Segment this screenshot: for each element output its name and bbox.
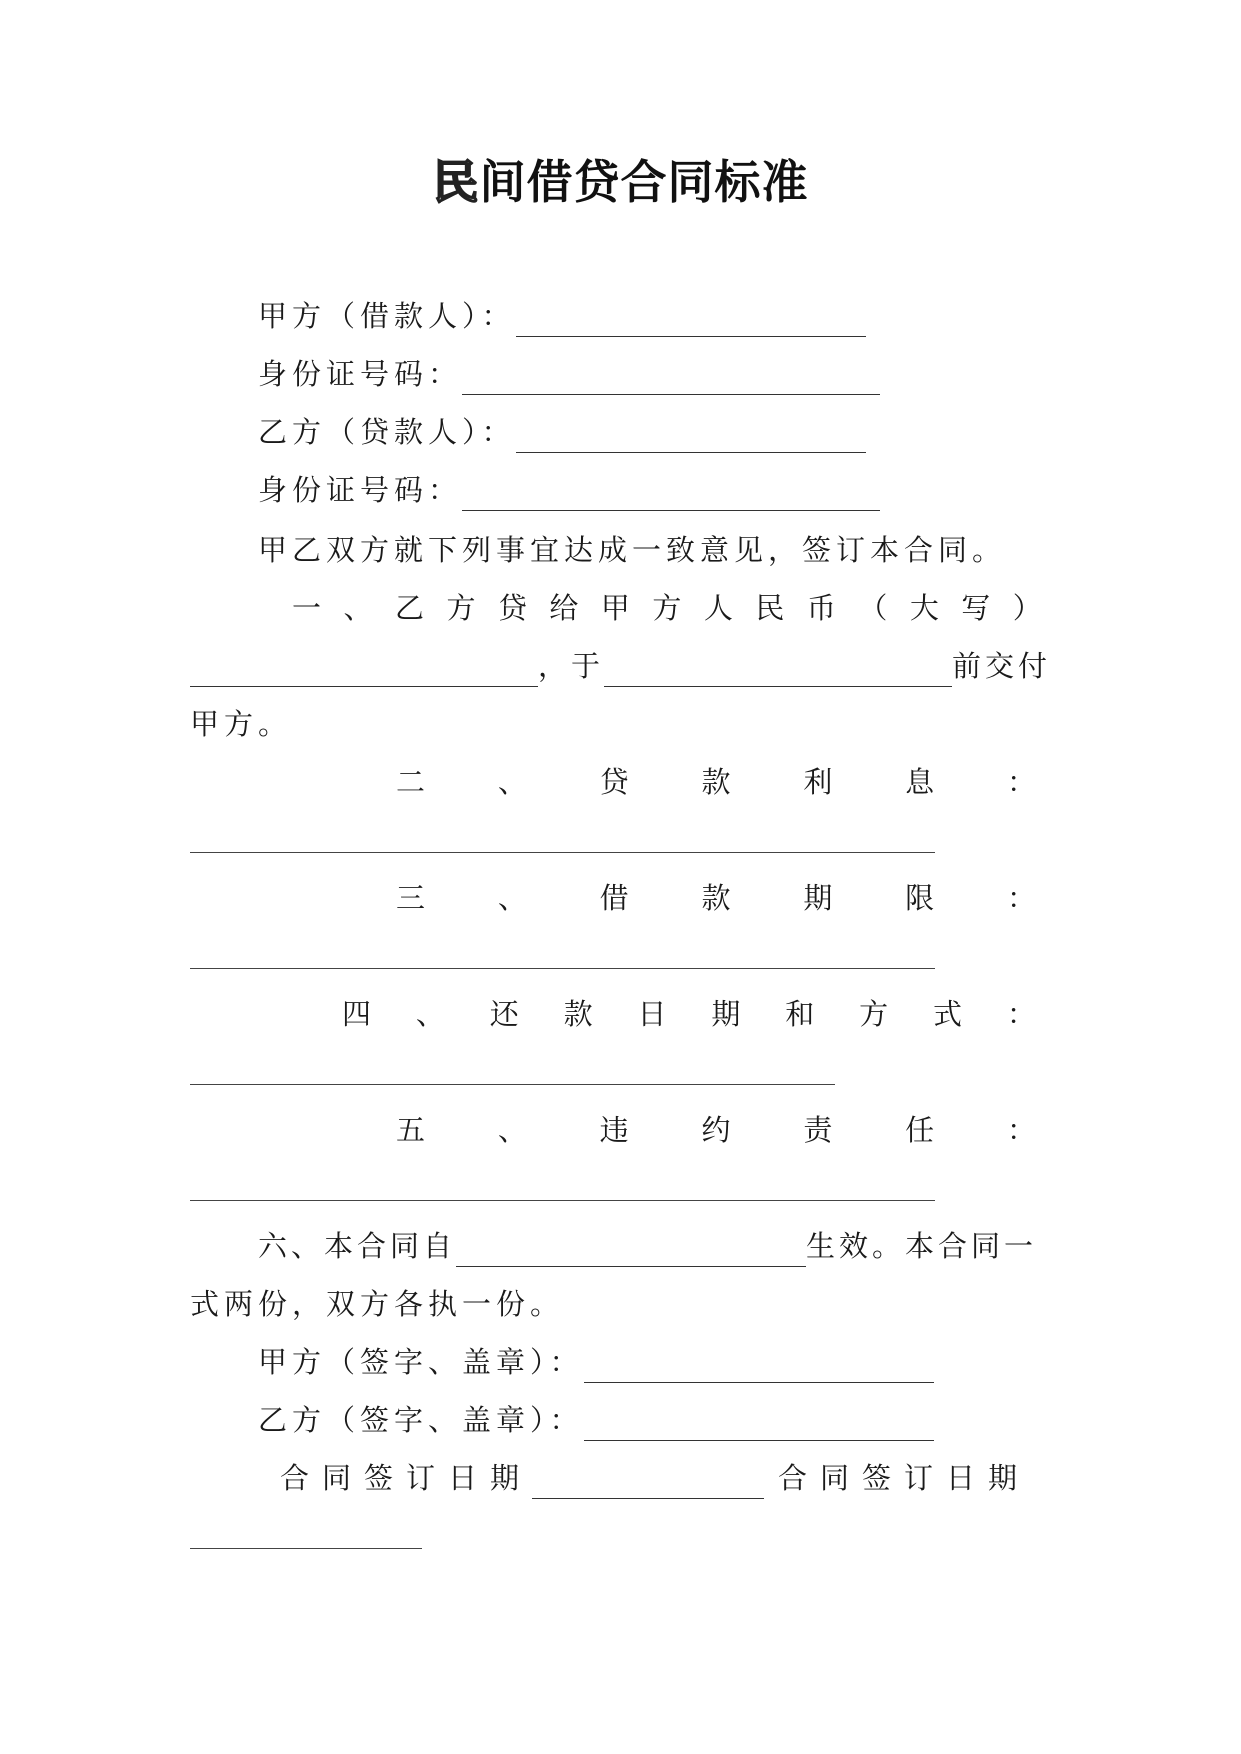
sign-a-label: 甲方（签字、盖章）： xyxy=(258,1345,584,1379)
c5-char: 任 xyxy=(905,1113,935,1147)
date-blank-2[interactable] xyxy=(190,1548,422,1549)
c4-char: 、 xyxy=(415,997,445,1031)
c4-char: 和 xyxy=(785,997,815,1031)
c4-char: 期 xyxy=(711,997,741,1031)
c1-char: 、 xyxy=(343,591,373,625)
clause-1-heading xyxy=(292,586,1042,630)
c1-char: 甲 xyxy=(600,591,630,625)
c1-char: 人 xyxy=(703,591,733,625)
date-blank[interactable] xyxy=(604,656,952,687)
clause-5-heading xyxy=(396,1108,1036,1152)
party-a-id-line xyxy=(258,352,880,396)
c1-char: 一 xyxy=(292,591,322,625)
clause-1-end: 前交付 xyxy=(952,649,1052,683)
c4-char: 方 xyxy=(859,997,889,1031)
c4-char: 款 xyxy=(563,997,593,1031)
c2-char: 、 xyxy=(497,765,527,799)
party-b-id-label: 身份证号码： xyxy=(258,473,463,507)
c5-char: ： xyxy=(1006,1113,1036,1147)
c1-char: 方 xyxy=(446,591,476,625)
party-b-label: 乙方（贷款人）： xyxy=(258,415,516,449)
c2-char: 二 xyxy=(396,765,426,799)
c1-char: 民 xyxy=(755,591,785,625)
c3-char: 限 xyxy=(905,881,935,915)
party-b-id-line xyxy=(258,468,880,512)
party-a-blank[interactable] xyxy=(516,306,866,337)
clause-6-start: 六、本合同自 xyxy=(258,1229,457,1263)
c2-char: 利 xyxy=(803,765,833,799)
party-a-label: 甲方（借款人）： xyxy=(258,299,516,333)
clause-5-blank[interactable] xyxy=(190,1200,935,1201)
c1-char: ） xyxy=(1012,591,1042,625)
c3-char: 款 xyxy=(701,881,731,915)
date-label-2: 合同签订日期 xyxy=(778,1461,1031,1495)
sign-b-blank[interactable] xyxy=(584,1410,934,1441)
clause-4-heading xyxy=(342,992,1036,1036)
c3-char: 、 xyxy=(497,881,527,915)
clause-3-blank[interactable] xyxy=(190,968,935,969)
c5-char: 违 xyxy=(599,1113,629,1147)
party-a-line xyxy=(258,294,866,338)
c1-char: 乙 xyxy=(394,591,424,625)
clause-6-end: 生效。本合同一 xyxy=(806,1229,1038,1263)
c1-char: （ xyxy=(858,591,888,625)
date-blank-1[interactable] xyxy=(532,1468,764,1499)
party-b-line xyxy=(258,410,866,454)
c2-char: 款 xyxy=(701,765,731,799)
party-a-id-blank[interactable] xyxy=(462,364,880,395)
c1-char: 贷 xyxy=(497,591,527,625)
sign-b-line xyxy=(258,1398,934,1442)
clause-4-blank[interactable] xyxy=(190,1084,835,1085)
clause-2-heading xyxy=(396,760,1036,804)
intro-text: 甲乙双方就下列事宜达成一致意见，签订本合同。 xyxy=(258,533,1007,567)
c2-char: 贷 xyxy=(599,765,629,799)
c3-char: ： xyxy=(1006,881,1036,915)
c2-char: 息 xyxy=(905,765,935,799)
party-b-id-blank[interactable] xyxy=(462,480,880,511)
c5-char: 五 xyxy=(396,1113,426,1147)
c5-char: 约 xyxy=(701,1113,731,1147)
document-title xyxy=(0,152,1241,212)
c1-char: 大 xyxy=(909,591,939,625)
date-line xyxy=(280,1456,1030,1500)
clause-1-line xyxy=(190,644,1051,688)
sign-b-label: 乙方（签字、盖章）： xyxy=(258,1403,584,1437)
c4-char: 还 xyxy=(489,997,519,1031)
clause-6-line xyxy=(258,1224,1037,1268)
date-label-1: 合同签订日期 xyxy=(280,1461,533,1495)
effective-date-blank[interactable] xyxy=(456,1236,806,1267)
party-a-id-label: 身份证号码： xyxy=(258,357,463,391)
clause-3-heading xyxy=(396,876,1036,920)
party-b-blank[interactable] xyxy=(516,422,866,453)
c1-char: 写 xyxy=(961,591,991,625)
c4-char: ： xyxy=(1006,997,1036,1031)
clause-1-cont: 甲方。 xyxy=(190,707,293,741)
c3-char: 期 xyxy=(803,881,833,915)
c1-char: 给 xyxy=(549,591,579,625)
c3-char: 三 xyxy=(396,881,426,915)
clause-1-mid: ，于 xyxy=(538,649,605,683)
c4-char: 四 xyxy=(342,997,372,1031)
c3-char: 借 xyxy=(599,881,629,915)
c5-char: 责 xyxy=(803,1113,833,1147)
sign-a-blank[interactable] xyxy=(584,1352,934,1383)
c2-char: ： xyxy=(1006,765,1036,799)
title-rest: 间借贷合同标准 xyxy=(479,155,809,209)
sign-a-line xyxy=(258,1340,934,1384)
amount-blank[interactable] xyxy=(190,656,538,687)
c1-char: 币 xyxy=(806,591,836,625)
c1-char: 方 xyxy=(652,591,682,625)
clause-2-blank[interactable] xyxy=(190,852,935,853)
clause-6-cont: 式两份，双方各执一份。 xyxy=(190,1287,565,1321)
c4-char: 式 xyxy=(933,997,963,1031)
c5-char: 、 xyxy=(497,1113,527,1147)
c4-char: 日 xyxy=(637,997,667,1031)
title-first-char: 民 xyxy=(432,155,480,209)
